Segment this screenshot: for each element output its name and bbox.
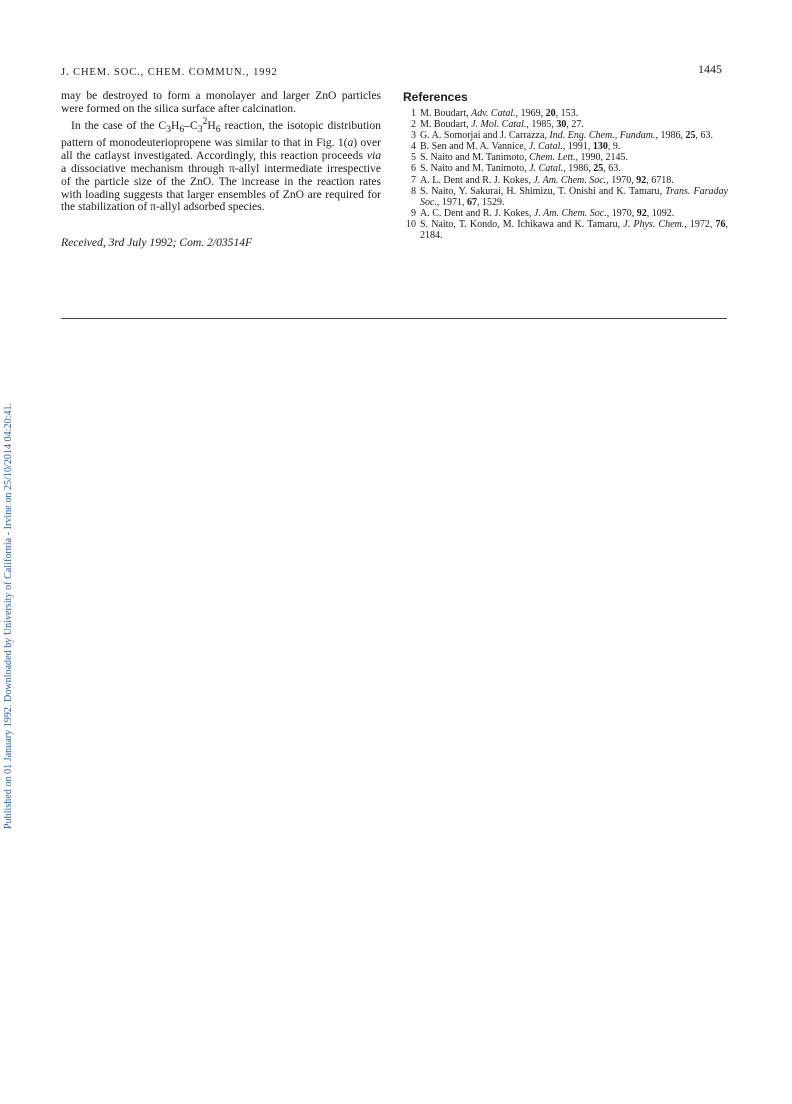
- body-text-column: [61, 90, 381, 250]
- reference-journal: Chem. Lett.: [529, 152, 576, 164]
- reference-vol: 25: [685, 130, 696, 142]
- reference-vol: 30: [556, 119, 567, 131]
- reference-item: [403, 108, 728, 119]
- reference-journal: Adv. Catal.: [471, 108, 516, 119]
- reference-mid: , 1970,: [606, 174, 637, 186]
- reference-mid: , 1972,: [684, 218, 716, 230]
- reference-post: , 2184.: [420, 218, 728, 242]
- reference-vol: 92: [636, 174, 647, 186]
- reference-mid: , 1986,: [563, 163, 594, 175]
- reference-item: [403, 219, 728, 241]
- reference-post: , 1529.: [476, 196, 505, 208]
- reference-item: [403, 208, 728, 219]
- reference-item: [403, 141, 728, 152]
- running-head: J. CHEM. SOC., CHEM. COMMUN., 1992: [61, 67, 278, 78]
- reference-mid: , 1970,: [606, 207, 637, 219]
- reference-journal: J. Am. Chem. Soc.: [533, 207, 607, 219]
- reference-pre: B. Sen and M. A. Vannice,: [420, 141, 529, 153]
- reference-journal: J. Phys. Chem.: [623, 218, 685, 230]
- reference-item: [403, 130, 728, 141]
- reference-num: 5: [411, 152, 416, 164]
- reference-num: 9: [411, 207, 416, 219]
- reference-num: 1: [411, 108, 416, 119]
- reference-post: , 63.: [695, 130, 714, 142]
- reference-pre: A. L. Dent and R. J. Kokes,: [420, 174, 534, 186]
- reference-item: [403, 152, 728, 163]
- download-watermark: [3, 200, 17, 840]
- reference-post: , 153.: [555, 108, 579, 119]
- reference-vol: 20: [545, 108, 556, 119]
- reference-vol: 130: [592, 141, 608, 153]
- reference-pre: S. Naito and M. Tanimoto,: [420, 163, 530, 175]
- reference-vol: 67: [466, 196, 477, 208]
- reference-pre: M. Boudart,: [420, 119, 472, 131]
- received-line: Received, 3rd July 1992; Com. 2/03514F: [61, 236, 253, 250]
- reference-mid: , 1990, 2145.: [575, 152, 629, 164]
- reference-item: [403, 175, 728, 186]
- reference-mid: , 1971,: [436, 196, 467, 208]
- reference-mid: , 1986,: [655, 130, 686, 142]
- paragraph-2: In the case of the $C_3H_6-C_3^2H_6$ reaction, the isotopic distribution pattern of monodeuteriopropene was similar to that in Fig. 1(a) over all the catlayst investigated. Accordingly, this reaction proceeds via a dissociative mechanism through π-allyl intermediate irrespective of the particle size of the ZnO. The increase in the reaction rates with loading suggests that larger ensembles of ZnO are required for the stabilization of π-allyl adsorbed species.: [61, 115, 381, 214]
- reference-num: 6: [411, 163, 416, 175]
- reference-vol: 76: [715, 218, 726, 230]
- reference-pre: G. A. Somorjai and J. Carrazza,: [420, 130, 550, 142]
- reference-post: , 1092.: [646, 207, 675, 219]
- reference-post: , 6718.: [646, 174, 674, 186]
- reference-item: [403, 119, 728, 130]
- reference-list: [403, 108, 728, 241]
- reference-pre: S. Naito, T. Kondo, M. Ichikawa and K. Tamaru,: [420, 218, 624, 230]
- reference-journal: J. Mol. Catal.: [471, 119, 527, 131]
- reference-mid: , 1985,: [526, 119, 557, 131]
- references-column: [403, 90, 728, 241]
- reference-post: , 63.: [603, 163, 621, 175]
- reference-num: 3: [411, 130, 416, 142]
- reference-num: 2: [411, 119, 416, 131]
- reference-journal: Ind. Eng. Chem., Fundam.: [549, 130, 656, 142]
- references-heading: References: [403, 90, 468, 104]
- reference-pre: S. Naito, Y. Sakurai, H. Shimizu, T. Onishi and K. Tamaru,: [420, 185, 666, 197]
- reference-post: , 9.: [607, 141, 621, 153]
- reference-journal: Trans. Faraday Soc.: [420, 185, 728, 208]
- reference-num: 4: [411, 141, 416, 153]
- reference-item: [403, 186, 728, 208]
- page-number: 1445: [698, 62, 722, 76]
- reference-journal: J. Catal.: [529, 163, 564, 175]
- reference-post: , 27.: [566, 119, 584, 131]
- footer-rule: [61, 318, 727, 319]
- reference-pre: A. C. Dent and R. J. Kokes,: [420, 207, 534, 219]
- reference-num: 10: [406, 218, 416, 230]
- download-watermark-text: Published on 01 January 1992. Downloaded by University of California - Irvine on 25/10/2014 04:20:41.: [3, 402, 14, 829]
- reference-mid: , 1991,: [562, 141, 593, 153]
- reference-mid: , 1969,: [515, 108, 546, 119]
- reference-journal: J. Am. Chem. Soc.: [533, 174, 607, 186]
- paragraph-1: may be destroyed to form a monolayer and larger ZnO particles were formed on the silica surface after calcination.: [61, 89, 381, 115]
- reference-num: 7: [411, 174, 416, 186]
- reference-vol: 25: [593, 163, 604, 175]
- reference-pre: M. Boudart,: [420, 108, 472, 119]
- reference-vol: 92: [636, 207, 647, 219]
- reference-journal: J. Catal.: [528, 141, 563, 153]
- reference-num: 8: [411, 185, 416, 197]
- reference-item: [403, 163, 728, 174]
- reference-pre: S. Naito and M. Tanimoto,: [420, 152, 530, 164]
